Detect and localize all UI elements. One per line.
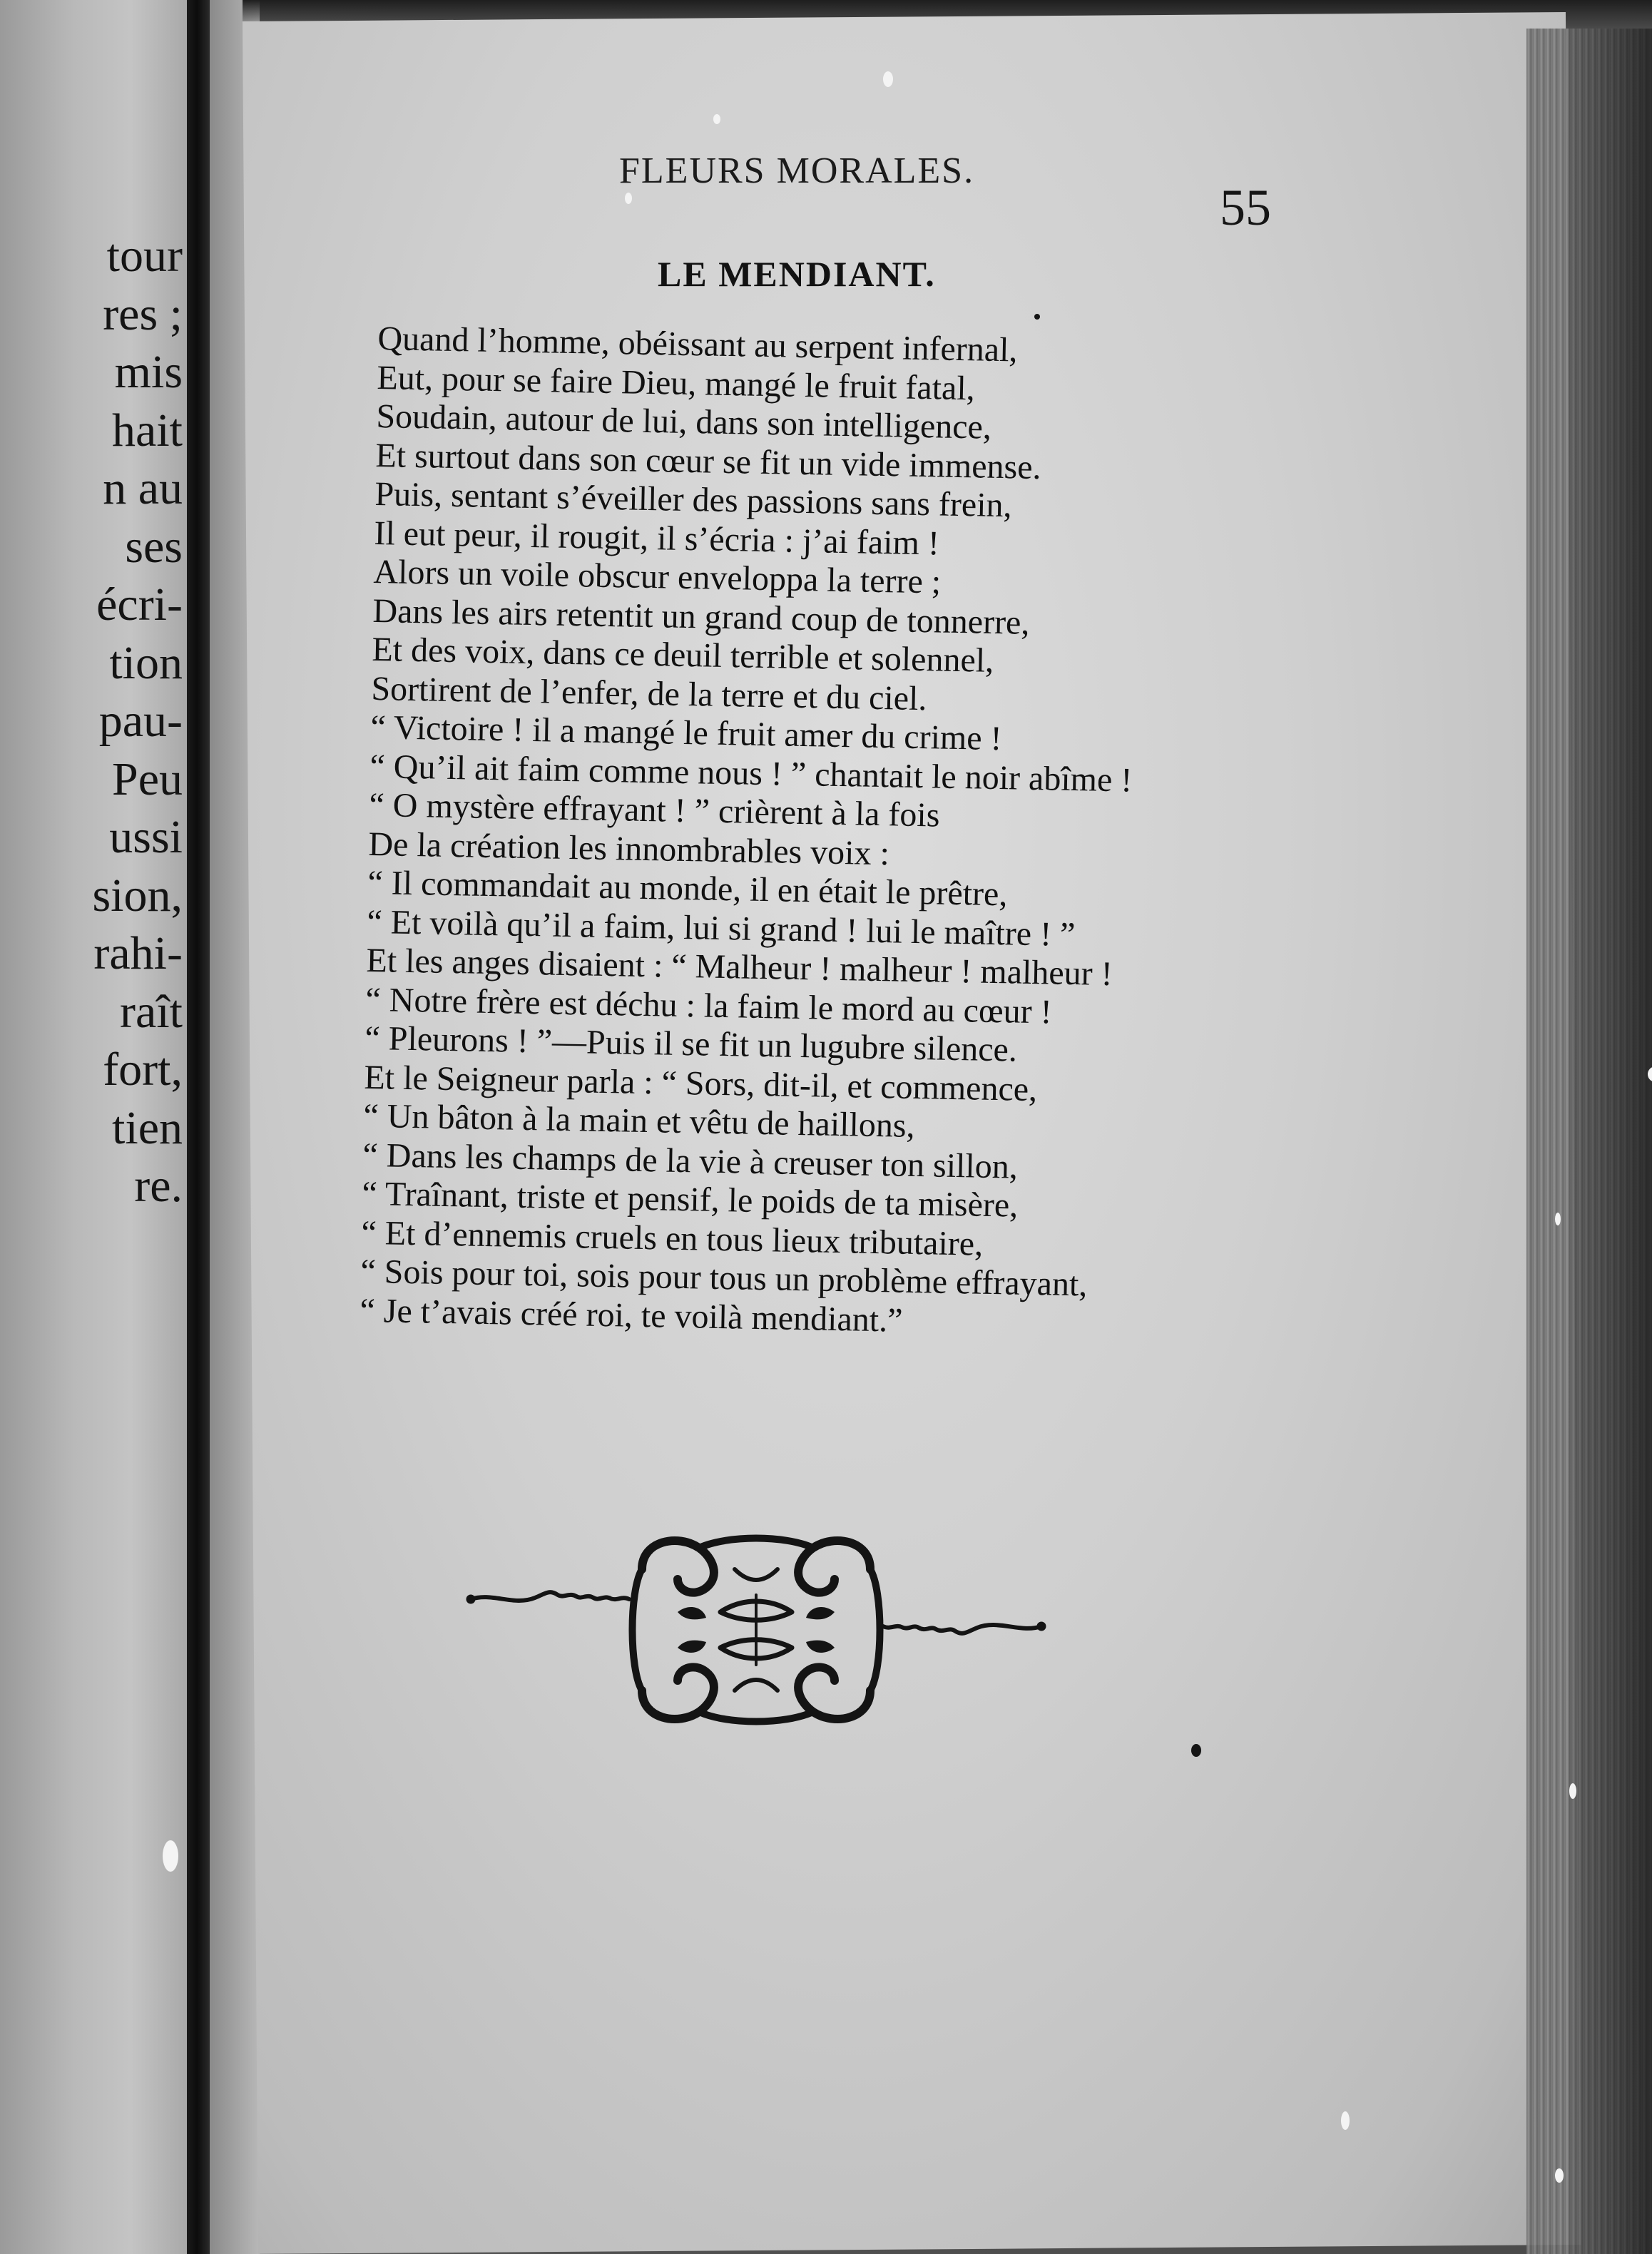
book-gutter	[187, 0, 210, 2254]
poem-line: Puis, sentant s’éveiller des passions sans frein,	[374, 474, 1013, 525]
poem-body	[360, 320, 1305, 1347]
poem-line: “ Dans les champs de la vie à creuser ton sillon,	[362, 1136, 1019, 1186]
poem-line: Soudain, autour de lui, dans son intelligence,	[376, 397, 992, 447]
previous-page-line: re.	[134, 1160, 183, 1212]
poem-line: “ Traînant, triste et pensif, le poids de ta misère,	[362, 1174, 1019, 1225]
poem-line: Alors un voile obscur enveloppa la terre ;	[373, 552, 942, 601]
poem-line: Et des voix, dans ce deuil terrible et solennel,	[372, 630, 994, 680]
scan-speck	[1034, 314, 1040, 320]
running-head: FLEURS MORALES.	[619, 151, 975, 191]
previous-page-line: sion,	[92, 869, 183, 922]
previous-page-line: mis	[114, 346, 183, 398]
scan-speck	[1341, 2111, 1350, 2130]
poem-line: De la création les innombrables voix :	[368, 825, 890, 872]
previous-page-line: hait	[112, 404, 183, 457]
poem-line: Et les anges disaient : “ Malheur ! malheur ! malheur !	[366, 941, 1113, 994]
poem-line: “ Pleurons ! ”—Puis il se fit un lugubre silence.	[364, 1019, 1018, 1069]
poem-line: “ O mystère effrayant ! ” crièrent à la fois	[369, 785, 940, 835]
previous-page-line: ussi	[109, 811, 183, 863]
poem-line: Quand l’homme, obéissant au serpent infernal,	[377, 320, 1018, 369]
previous-page-line: n au	[103, 462, 183, 514]
previous-page-line: tion	[109, 636, 183, 689]
poem-line: Eut, pour se faire Dieu, mangé le fruit fatal,	[377, 358, 976, 407]
poem-line: “ Notre frère est déchu : la faim le mord au cœur !	[365, 980, 1053, 1031]
poem-line: “ Sois pour toi, sois pour tous un problème effrayant,	[360, 1252, 1088, 1304]
poem-line: “ Je t’avais créé roi, te voilà mendiant.”	[360, 1291, 903, 1340]
previous-page-line: écri-	[96, 578, 183, 631]
page-number: 55	[1220, 179, 1271, 236]
scan-speck	[163, 1840, 178, 1872]
scan-speck	[1555, 1213, 1561, 1225]
scan-speck	[1191, 1744, 1201, 1757]
scan-speck	[625, 193, 632, 204]
previous-page-line: res ;	[103, 287, 183, 340]
poem-line: “ Victoire ! il a mangé le fruit amer du crime !	[370, 708, 1003, 758]
page-block-shadow	[1569, 29, 1652, 2254]
poem-line: Il eut peur, il rougit, il s’écria : j’ai faim !	[374, 514, 940, 562]
scan-speck	[1569, 1783, 1576, 1799]
poem-line: Et surtout dans son cœur se fit un vide immense.	[375, 436, 1042, 486]
previous-page	[0, 0, 187, 2254]
poem-title: LE MENDIANT.	[658, 254, 936, 294]
previous-page-line: rahi-	[93, 927, 183, 979]
scan-speck	[1555, 2168, 1564, 2183]
poem-line: “ Et voilà qu’il a faim, lui si grand ! lui le maître ! ”	[367, 902, 1076, 954]
previous-page-line: raît	[120, 985, 183, 1038]
tailpiece-ornament-icon	[464, 1526, 1049, 1733]
scan-speck	[883, 71, 893, 87]
poem-line: Sortirent de l’enfer, de la terre et du ciel.	[371, 669, 927, 718]
previous-page-line: tien	[112, 1101, 183, 1154]
poem-line: Dans les airs retentit un grand coup de tonnerre,	[372, 591, 1030, 642]
previous-page-line: fort,	[103, 1044, 183, 1096]
poem-line: Et le Seigneur parla : “ Sors, dit-il, et commence,	[364, 1058, 1038, 1108]
poem-line: “ Il commandait au monde, il en était le prêtre,	[367, 863, 1008, 914]
poem-line: “ Qu’il ait faim comme nous ! ” chantait le noir abîme !	[369, 747, 1133, 799]
previous-page-line: tour	[106, 230, 183, 282]
poem-line: “ Et d’ennemis cruels en tous lieux tributaire,	[361, 1213, 984, 1263]
previous-page-line: ses	[125, 520, 183, 573]
previous-page-text	[92, 227, 183, 1215]
scan-speck	[713, 114, 720, 124]
previous-page-line: Peu	[112, 753, 183, 805]
previous-page-line: pau-	[98, 695, 183, 747]
poem-line: “ Un bâton à la main et vêtu de haillons,	[363, 1096, 916, 1145]
